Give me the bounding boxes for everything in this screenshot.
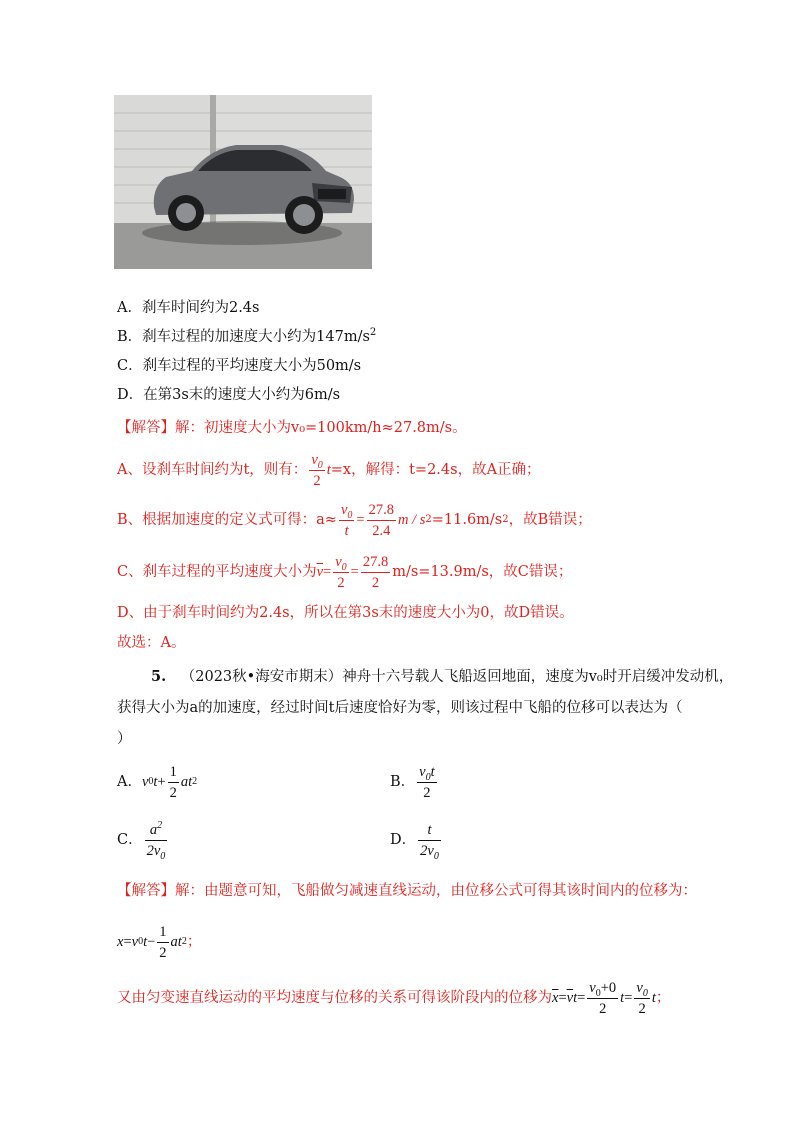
- var-t: t: [651, 990, 656, 1006]
- equals: =: [123, 934, 132, 950]
- answer-tag: 【解答】: [117, 883, 175, 899]
- v-bar: $\overline{v}$: [316, 564, 324, 580]
- semicolon: ；: [186, 934, 202, 950]
- answer-q5-equation: x = v 0 t − $\frac{1}{2}$ at 2 ；: [117, 923, 202, 961]
- equals: =: [323, 564, 332, 580]
- answer-q5-line-2: [117, 976, 670, 1020]
- fraction-a2-over-2v0: [145, 820, 168, 861]
- answer-q5-header: [117, 881, 697, 901]
- frac-num: v: [335, 553, 342, 570]
- frac-den: 2: [423, 784, 431, 801]
- fraction-v0t-over-2: [417, 762, 436, 803]
- question-5-line-3: ）: [117, 731, 132, 747]
- plus: +: [157, 774, 166, 790]
- option-a-q4: A．刹车时间约为2.4s: [117, 300, 260, 316]
- frac-num: v: [311, 451, 318, 468]
- option-label: C．: [117, 832, 143, 848]
- option-label: A．: [117, 774, 142, 790]
- result: =11.6m/s: [431, 512, 503, 528]
- option-label: D．: [390, 832, 417, 848]
- frac-sub: 0: [642, 987, 648, 999]
- option-c-q4: C．刹车过程的平均速度大小为50m/s: [117, 358, 362, 374]
- option-a-q5: A． v 0 t + $\frac{1}{2}$ at 2: [117, 763, 198, 801]
- var-t: t: [620, 990, 625, 1006]
- frac-num: 27.8: [367, 500, 396, 521]
- question-5-line-2: 获得大小为a的加速度，经过时间t后速度恰好为零，则该过程中飞船的位移可以表达为（: [117, 700, 683, 716]
- frac-num: 1: [168, 762, 179, 783]
- minus: −: [147, 934, 156, 950]
- frac-num: t: [418, 820, 441, 841]
- frac-sub: 0: [347, 509, 353, 521]
- equals: =: [577, 990, 586, 1006]
- frac-den: 2: [371, 574, 380, 591]
- var-at: at: [170, 934, 182, 950]
- line-b-suffix: ，故B错误；: [508, 512, 592, 528]
- fraction-v0-plus-0-over-2: [587, 978, 618, 1019]
- fraction-1-over-2: [168, 762, 179, 803]
- line-b-prefix: B、根据加速度的定义式可得：a≈: [117, 512, 337, 528]
- equals: =: [350, 564, 359, 580]
- answer-q4-line-a: [117, 448, 541, 492]
- var-v: v: [141, 774, 149, 790]
- frac-num: a: [149, 821, 158, 838]
- question-5-line-1: [151, 667, 733, 687]
- equals: =: [558, 990, 567, 1006]
- var-t: t: [143, 934, 148, 950]
- line-c-suffix: m/s=13.9m/s，故C错误；: [392, 564, 573, 580]
- frac-sub: 0: [341, 561, 347, 573]
- var-x: x: [117, 934, 124, 950]
- frac-den: 2: [337, 574, 345, 591]
- x-bar: $\overline{x}$: [552, 990, 559, 1006]
- frac-sub: 0: [425, 771, 431, 783]
- frac-num: v: [340, 501, 348, 518]
- frac-den: 2: [599, 1000, 607, 1017]
- fraction-1-over-2: [157, 922, 168, 963]
- frac-num: v: [589, 979, 596, 996]
- fraction-v0-over-t: [339, 500, 354, 541]
- option-c-q5: [117, 818, 169, 862]
- frac-num: 1: [157, 922, 168, 943]
- var-t: t: [326, 462, 331, 478]
- answer-q4-header: [117, 418, 467, 438]
- option-b-sup: 2: [369, 327, 377, 339]
- equals: =: [356, 512, 365, 528]
- unit: m / s: [397, 512, 426, 528]
- fraction-27-8-over-2-4: [367, 500, 396, 541]
- option-b-q4: [117, 327, 376, 347]
- answer-q4-line-d: D、由于刹车时间约为2.4s，所以在第3s末的速度大小为0，故D错误。: [117, 605, 574, 621]
- frac-den: t: [344, 522, 349, 539]
- option-label: B．: [390, 774, 416, 790]
- option-b-q5: [390, 760, 439, 804]
- line-c-prefix: C、刹车过程的平均速度大小为: [117, 564, 317, 580]
- frac-den: 2v: [420, 842, 434, 859]
- option-d-q4: D．在第3s末的速度大小约为6m/s: [117, 387, 341, 403]
- question-text-1: （2023秋•海安市期末）神舟十六号载人飞船返回地面，速度为v₀时开启缓冲发动机，: [180, 669, 734, 685]
- line-2-prefix: 又由匀变速直线运动的平均速度与位移的关系可得该阶段内的位移为: [117, 990, 552, 1006]
- answer-header-text: 解：初速度大小为v₀=100km/h≈27.8m/s。: [175, 420, 467, 436]
- frac-num: v: [636, 979, 643, 996]
- frac-num: v: [419, 763, 426, 780]
- frac-num: 27.8: [361, 552, 390, 573]
- fraction-t-over-2v0: [418, 820, 441, 861]
- frac-sup: 2: [157, 819, 163, 831]
- frac-sub: 0: [595, 987, 601, 999]
- v-bar: $\overline{v}$: [566, 990, 574, 1006]
- car-photo: [114, 95, 372, 269]
- option-b-text: B．刹车过程的加速度大小约为147m/s: [117, 329, 370, 345]
- var-v: v: [131, 934, 139, 950]
- line-2-math: [552, 978, 656, 1019]
- var-t: t: [153, 774, 158, 790]
- var-t: t: [573, 990, 578, 1006]
- fraction-v0-over-2: [309, 450, 324, 491]
- frac-num-t: t: [430, 763, 435, 780]
- frac-den: 2.4: [372, 522, 391, 539]
- answer-tag: 【解答】: [117, 420, 175, 436]
- frac-den: 2v: [146, 842, 161, 859]
- answer-q4-line-b: B、根据加速度的定义式可得：a≈ $\frac{v_0}{t}$ = $\frac{27.8}{2.4}$ m / s 2 =11.6m/s 2 ，故B错误；: [117, 501, 592, 539]
- fraction-27-8-over-2: [361, 552, 390, 593]
- line-a-prefix: A、设刹车时间约为t，则有：: [117, 462, 308, 478]
- frac-den-sub: 0: [160, 850, 166, 862]
- frac-den: 2: [638, 1000, 646, 1017]
- frac-den: 2: [169, 784, 177, 801]
- answer-header-text: 解：由题意可知，飞船做匀减速直线运动，由位移公式可得其该时间内的位移为：: [175, 883, 697, 899]
- option-d-q5: [390, 818, 443, 862]
- line-a-suffix: =x，解得：t=2.4s，故A正确；: [330, 462, 541, 478]
- fraction-v0-over-2: [634, 978, 649, 1019]
- answer-q4-line-c: [117, 550, 572, 594]
- fraction-v0-over-2: [333, 552, 348, 593]
- frac-num-rest: +0: [600, 979, 617, 996]
- frac-sub: 0: [317, 459, 323, 471]
- frac-den: 2: [159, 944, 167, 961]
- frac-den: 2: [313, 472, 321, 489]
- answer-q4-choice: 故选：A。: [117, 635, 186, 651]
- equals: =: [624, 990, 633, 1006]
- question-number: 5.: [151, 668, 167, 685]
- var-at: at: [180, 774, 193, 790]
- car-photo-icon: [114, 95, 372, 269]
- frac-den-sub: 0: [433, 850, 439, 862]
- semicolon: ；: [655, 990, 671, 1006]
